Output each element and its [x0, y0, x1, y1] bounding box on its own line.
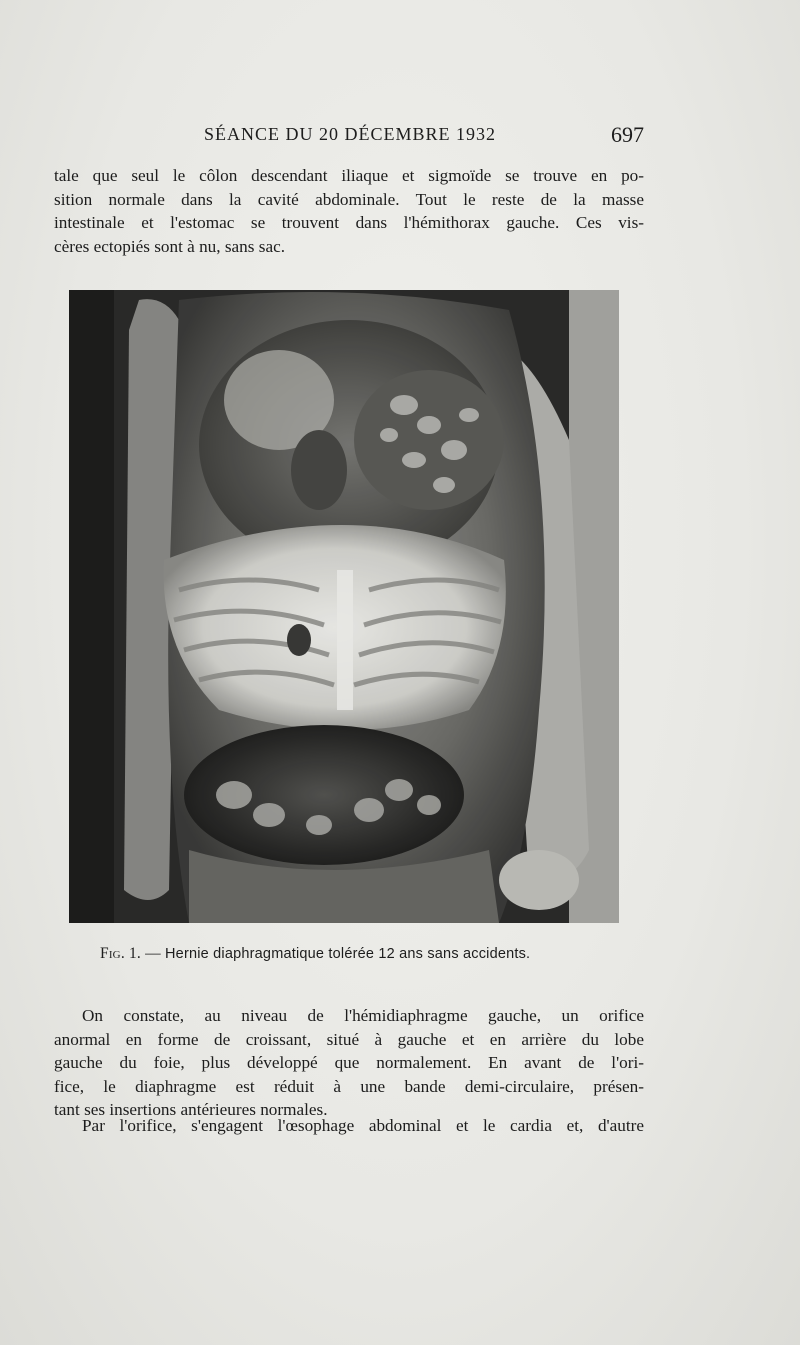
text-line: fice, le diaphragme est réduit à une bande demi-circulaire, présen-: [54, 1076, 644, 1096]
text-line: gauche du foie, plus développé que normalement. En avant de l'ori-: [54, 1053, 644, 1072]
text-line: intestinale et l'estomac se trouvent dans l'hémithorax gauche. Ces vis-: [54, 213, 644, 232]
page-number: 697: [611, 122, 644, 147]
figure-caption: [100, 945, 620, 963]
caption-text: Hernie diaphragmatique tolérée 12 ans sans accidents.: [165, 946, 531, 962]
text-line: tant ses insertions antérieures normales.: [54, 1100, 328, 1119]
paragraph-3: [54, 1114, 644, 1138]
page-header: [54, 120, 644, 154]
figure-photograph: [69, 290, 619, 923]
text-line: On constate, au niveau de l'hémidiaphragme gauche, un orifice: [82, 1006, 644, 1025]
text-line: tale que seul le côlon descendant iliaque et sigmoïde se trouve en po-: [54, 166, 644, 185]
autopsy-photo: [69, 290, 619, 923]
text-line: anormal en forme de croissant, situé à gauche et en arrière du lobe: [54, 1029, 644, 1049]
paragraph-1: [54, 164, 644, 258]
figure-label: Fig. 1. —: [100, 945, 161, 962]
text-line: sition normale dans la cavité abdominale. Tout le reste de la masse: [54, 189, 644, 209]
text-line: cères ectopiés sont à nu, sans sac.: [54, 236, 285, 256]
paragraph-2: [54, 1004, 644, 1122]
running-head: SÉANCE DU 20 DÉCEMBRE 1932: [204, 124, 497, 144]
text-line: Par l'orifice, s'engagent l'œsophage abdominal et le cardia et, d'autre: [82, 1116, 644, 1135]
